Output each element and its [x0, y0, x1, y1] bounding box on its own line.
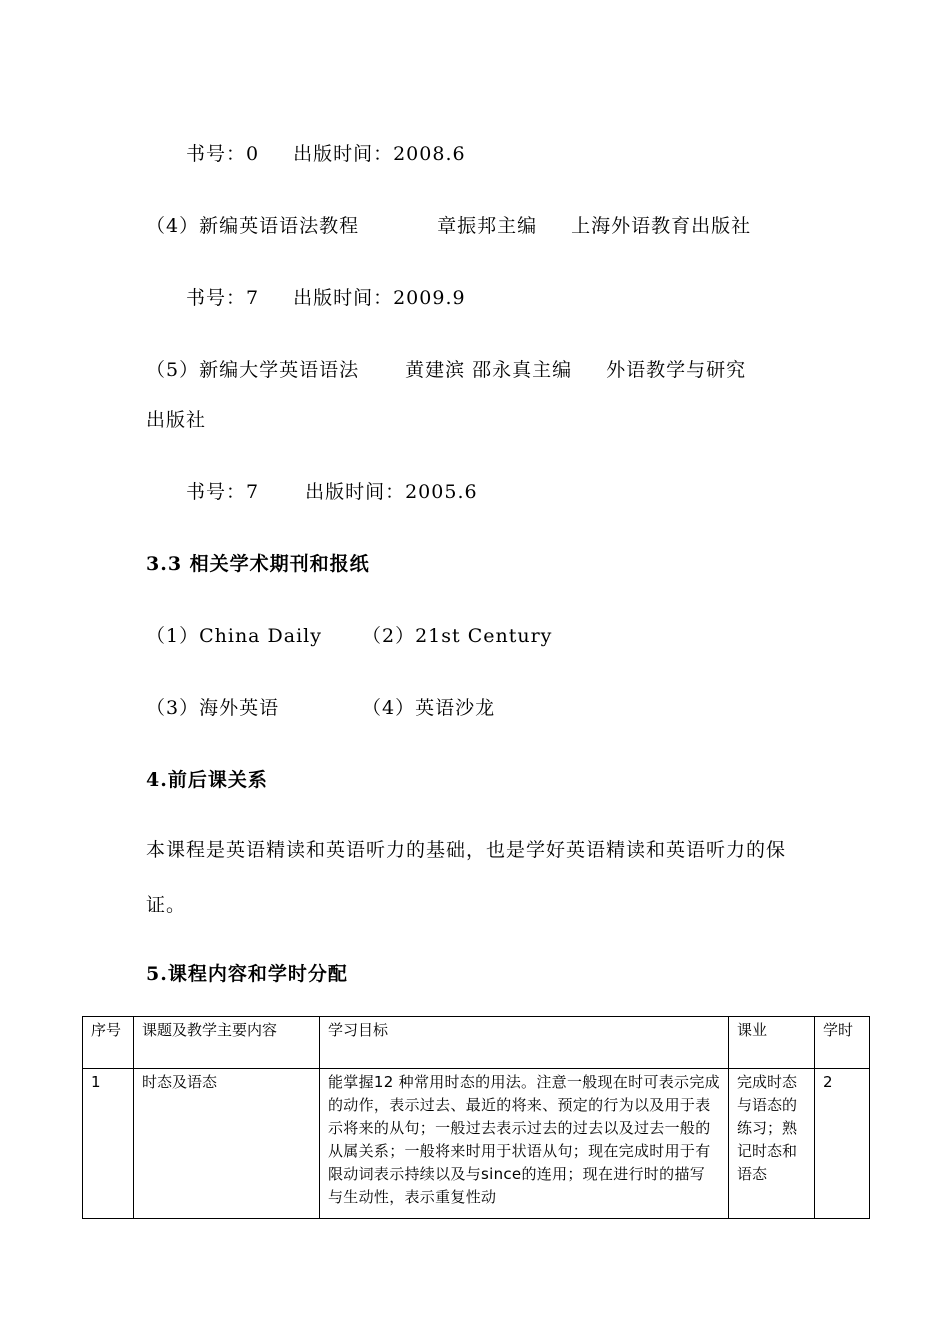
ref3-date: 出版时间：2008.6 — [293, 143, 466, 165]
ref4-info — [186, 283, 466, 310]
row-no: 1 — [83, 1069, 134, 1219]
ref5-publisher-cont: 出版社 — [146, 409, 207, 431]
ref5-book-no: 书号：7 — [186, 481, 260, 503]
ref4-book-no: 书号：7 — [186, 287, 260, 309]
ref4-title: 新编英语语法教程 — [199, 215, 360, 237]
ref4-date: 出版时间：2009.9 — [293, 287, 466, 309]
journal-item-4: （4）英语沙龙 — [362, 697, 496, 719]
row-objective: 能掌握12 种常用时态的用法。注意一般现在时可表示完成的动作，表示过去、最近的将来、预定的行为以及用于表示将来的从句；一般过去表示过去的过去以及过去一般的从属关系；一般将来时用于状语从句；现在完成时用于有限动词表示持续以及与since的连用；现在进行时的描写与生动性，表示重复性动 — [320, 1069, 729, 1219]
journal-item-2: （2）21st Century — [362, 625, 553, 647]
ref3-book-no: 书号：0 — [186, 143, 260, 165]
journal-item-3: （3）海外英语 — [146, 697, 280, 719]
ref5-entry — [146, 355, 746, 382]
row-homework: 完成时态与语态的练习；熟记时态和语态 — [729, 1069, 815, 1219]
section-4-body: 本课程是英语精读和英语听力的基础，也是学好英语精读和英语听力的保证。 — [146, 839, 787, 916]
section-5-heading: 5.课程内容和学时分配 — [146, 963, 348, 985]
course-content-table — [82, 1016, 870, 1219]
ref5-index: （5） — [146, 359, 200, 381]
header-homework: 课业 — [729, 1017, 815, 1069]
ref5-title: 新编大学英语语法 — [199, 359, 360, 381]
ref5-info — [186, 477, 478, 504]
ref5-editor: 黄建滨 邵永真主编 — [405, 359, 573, 381]
header-no: 序号 — [83, 1017, 134, 1069]
ref4-editor: 章振邦主编 — [437, 215, 538, 237]
header-objective: 学习目标 — [320, 1017, 729, 1069]
ref4-entry — [146, 211, 751, 238]
row-hours: 2 — [815, 1069, 870, 1219]
ref3-info — [186, 139, 466, 166]
journal-item-1: （1）China Daily — [146, 625, 322, 647]
table-header-row — [83, 1017, 870, 1069]
section-4-heading: 4.前后课关系 — [146, 769, 268, 791]
ref5-publisher: 外语教学与研究 — [606, 359, 747, 381]
header-hours: 学时 — [815, 1017, 870, 1069]
ref4-publisher: 上海外语教育出版社 — [571, 215, 752, 237]
section-3-3-heading: 3.3 相关学术期刊和报纸 — [146, 553, 370, 575]
ref4-index: （4） — [146, 215, 200, 237]
row-topic: 时态及语态 — [134, 1069, 320, 1219]
header-topic: 课题及教学主要内容 — [134, 1017, 320, 1069]
ref5-date: 出版时间：2005.6 — [305, 481, 478, 503]
table-row — [83, 1069, 870, 1219]
